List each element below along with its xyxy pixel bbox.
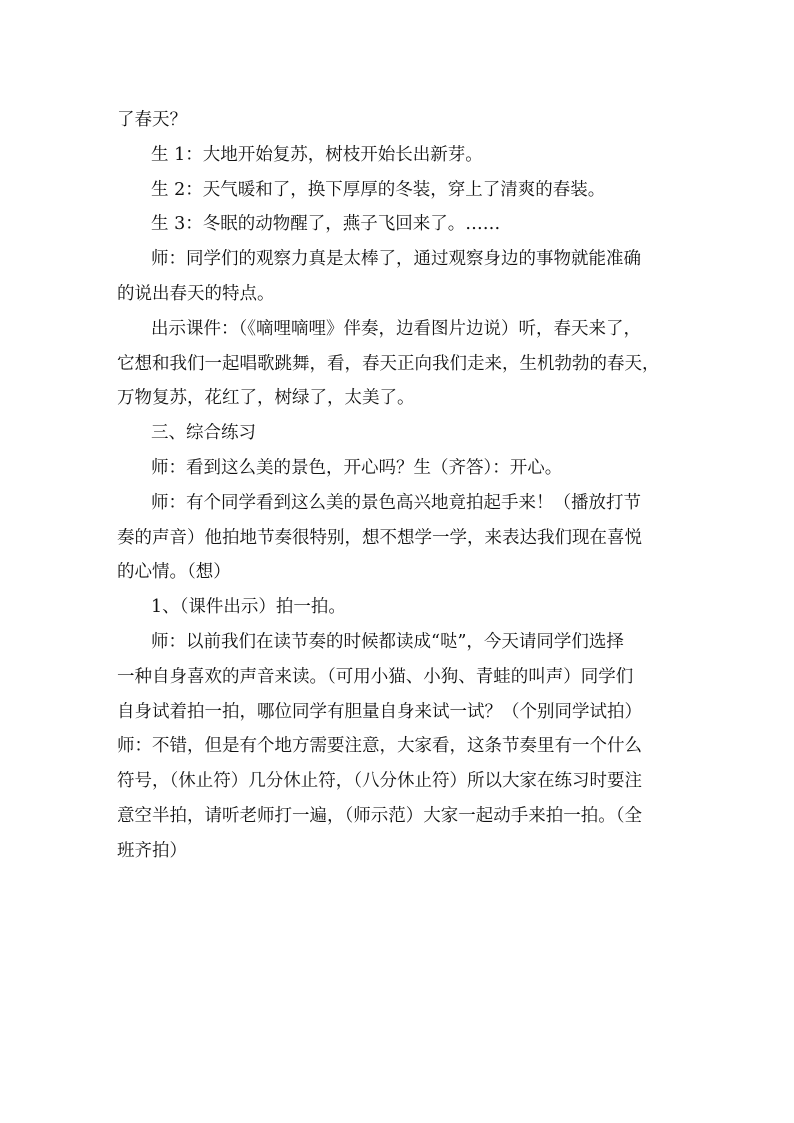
- text-line: 师：同学们的观察力真是太棒了，通过观察身边的事物就能准确: [151, 249, 641, 270]
- text-line: 出示课件：（《嘀哩嘀哩》伴奏，边看图片边说）听，春天来了，: [151, 318, 641, 339]
- section-heading: 三、综合练习: [151, 423, 256, 444]
- text-line: 了春天？: [117, 110, 187, 130]
- text-line: 一种自身喜欢的声音来读。（可用小猫、小狗、青蛙的叫声）同学们: [117, 666, 634, 687]
- text-line: 生 3：冬眠的动物醒了，燕子飞回来了。……: [151, 214, 501, 235]
- text-line: 1、（课件出示）拍一拍。: [151, 597, 346, 618]
- text-line: 符号，（休止符）几分休止符，（八分休止符）所以大家在练习时要注: [117, 771, 642, 792]
- document-page: [117, 103, 677, 869]
- text-line: 的心情。（想）: [117, 562, 231, 583]
- text-line: 生 1：大地开始复苏，树枝开始长出新芽。: [151, 144, 483, 165]
- text-line: 奏的声音）他拍地节奏很特别，想不想学一学，来表达我们现在喜悦: [117, 527, 642, 548]
- text-line: 师：不错，但是有个地方需要注意，大家看，这条节奏里有一个什么: [117, 736, 642, 757]
- text-line: 师：看到这么美的景色，开心吗？生（齐答）：开心。: [151, 457, 563, 478]
- text-line: 意空半拍，请听老师打一遍，（师示范）大家一起动手来拍一拍。（全: [117, 805, 642, 826]
- text-line: 自身试着拍一拍，哪位同学有胆量自身来试一试？（个别同学试拍）: [117, 701, 642, 722]
- text-line: 万物复苏，花红了，树绿了，太美了。: [117, 388, 415, 409]
- text-line: 它想和我们一起唱歌跳舞，看，春天正向我们走来，生机勃勃的春天，: [117, 353, 660, 374]
- text-line: 班齐拍）: [117, 840, 187, 861]
- text-line: 生 2：天气暖和了，换下厚厚的冬装，穿上了清爽的春装。: [151, 179, 606, 200]
- text-line: 师：有个同学看到这么美的景色高兴地竟拍起手来！（播放打节: [151, 492, 641, 513]
- text-line: 的说出春天的特点。: [117, 283, 275, 304]
- text-line: 师：以前我们在读节奏的时候都读成“哒”，今天请同学们选择: [151, 631, 624, 652]
